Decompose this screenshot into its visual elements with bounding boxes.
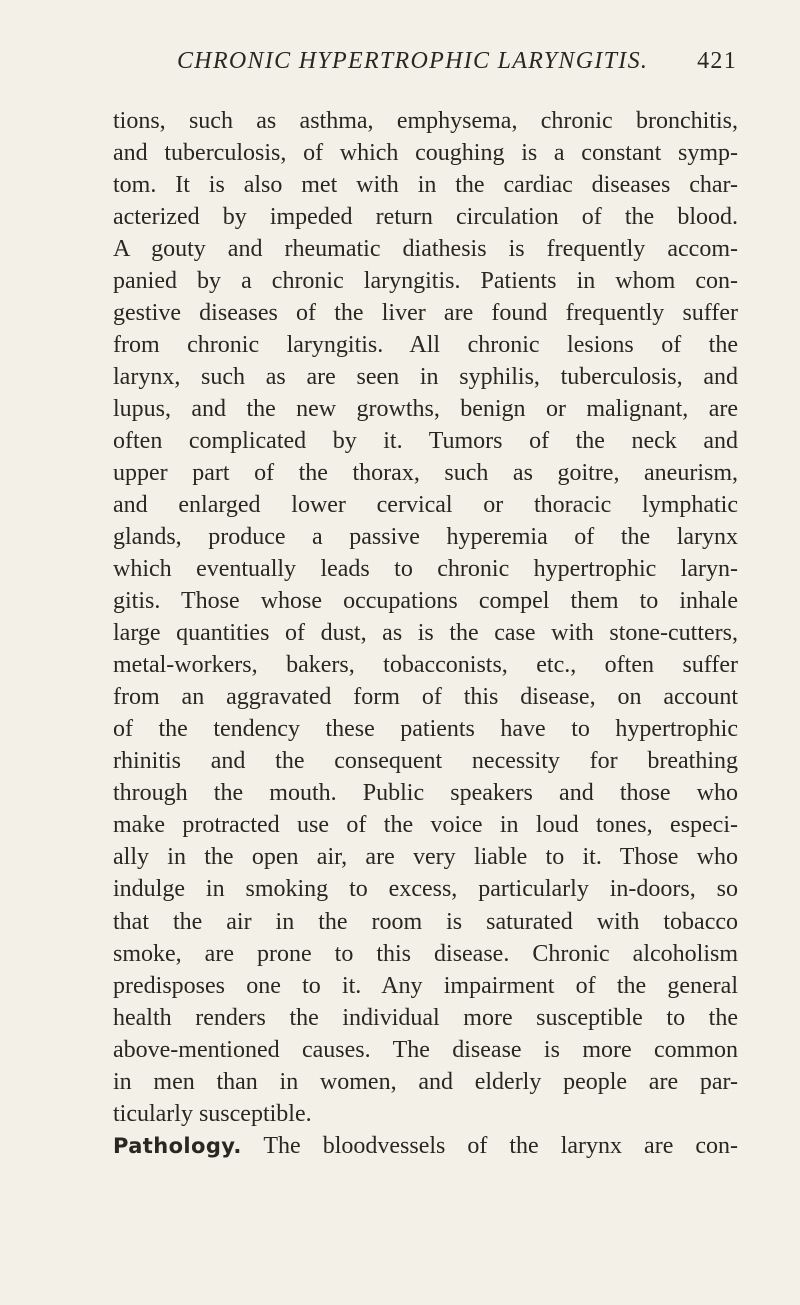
text-line: make protracted use of the voice in loud tones, especi- <box>113 812 738 839</box>
text-line: tions, such as asthma, emphysema, chronic bronchitis, <box>113 108 738 134</box>
text-line: gestive diseases of the liver are found frequently suffer <box>113 300 738 327</box>
text-line: gitis. Those whose occupations compel them to inhale <box>113 588 738 615</box>
text-line: predisposes one to it. Any impairment of the general <box>113 972 738 999</box>
text-line: of the tendency these patients have to hypertrophic <box>113 716 738 743</box>
text-line: above-mentioned causes. The disease is more common <box>113 1036 738 1063</box>
text-line: indulge in smoking to excess, particularly in-doors, so <box>113 876 738 903</box>
text-line: and tuberculosis, of which coughing is a constant symp- <box>113 140 738 167</box>
text-line: metal-workers, bakers, tobacconists, etc., often suffer <box>113 652 738 679</box>
text-line: health renders the individual more susceptible to the <box>113 1004 738 1031</box>
text-line: acterized by impeded return circulation of the blood. <box>113 204 738 231</box>
text-line: large quantities of dust, as is the case with stone-cutters, <box>113 620 738 647</box>
text-line: through the mouth. Public speakers and those who <box>113 780 738 807</box>
text-line: and enlarged lower cervical or thoracic lymphatic <box>113 492 738 519</box>
text-line: from chronic laryngitis. All chronic lesions of the <box>113 332 738 359</box>
page-number: 421 <box>697 48 737 74</box>
text-line: ticularly susceptible. <box>113 1100 312 1127</box>
text-line: upper part of the thorax, such as goitre, aneurism, <box>113 460 738 487</box>
text-line: larynx, such as are seen in syphilis, tuberculosis, and <box>113 364 738 391</box>
running-head <box>177 48 737 88</box>
text-line: in men than in women, and elderly people are par- <box>113 1068 738 1095</box>
text-line: smoke, are prone to this disease. Chronic alcoholism <box>113 940 738 967</box>
text-line: from an aggravated form of this disease, on account <box>113 684 738 711</box>
text-line: A gouty and rheumatic diathesis is frequently accom- <box>113 236 738 263</box>
text-line: often complicated by it. Tumors of the neck and <box>113 428 738 455</box>
text-line: lupus, and the new growths, benign or malignant, are <box>113 396 738 423</box>
running-title: CHRONIC HYPERTROPHIC LARYNGITIS. <box>177 48 649 74</box>
text-line: glands, produce a passive hyperemia of the larynx <box>113 524 738 551</box>
text-line: rhinitis and the consequent necessity for breathing <box>113 748 738 775</box>
text-line: ally in the open air, are very liable to it. Those who <box>113 844 738 871</box>
text-line: that the air in the room is saturated with tobacco <box>113 908 738 935</box>
section-heading-pathology: Pathology. <box>113 1133 242 1158</box>
text-line: panied by a chronic laryngitis. Patients in whom con- <box>113 268 738 295</box>
text-line: which eventually leads to chronic hypertrophic laryn- <box>113 556 738 583</box>
text-line-pathology <box>113 1130 738 1162</box>
pathology-text: The bloodvessels of the larynx are con- <box>241 1132 738 1159</box>
text-line: tom. It is also met with in the cardiac diseases char- <box>113 172 738 199</box>
